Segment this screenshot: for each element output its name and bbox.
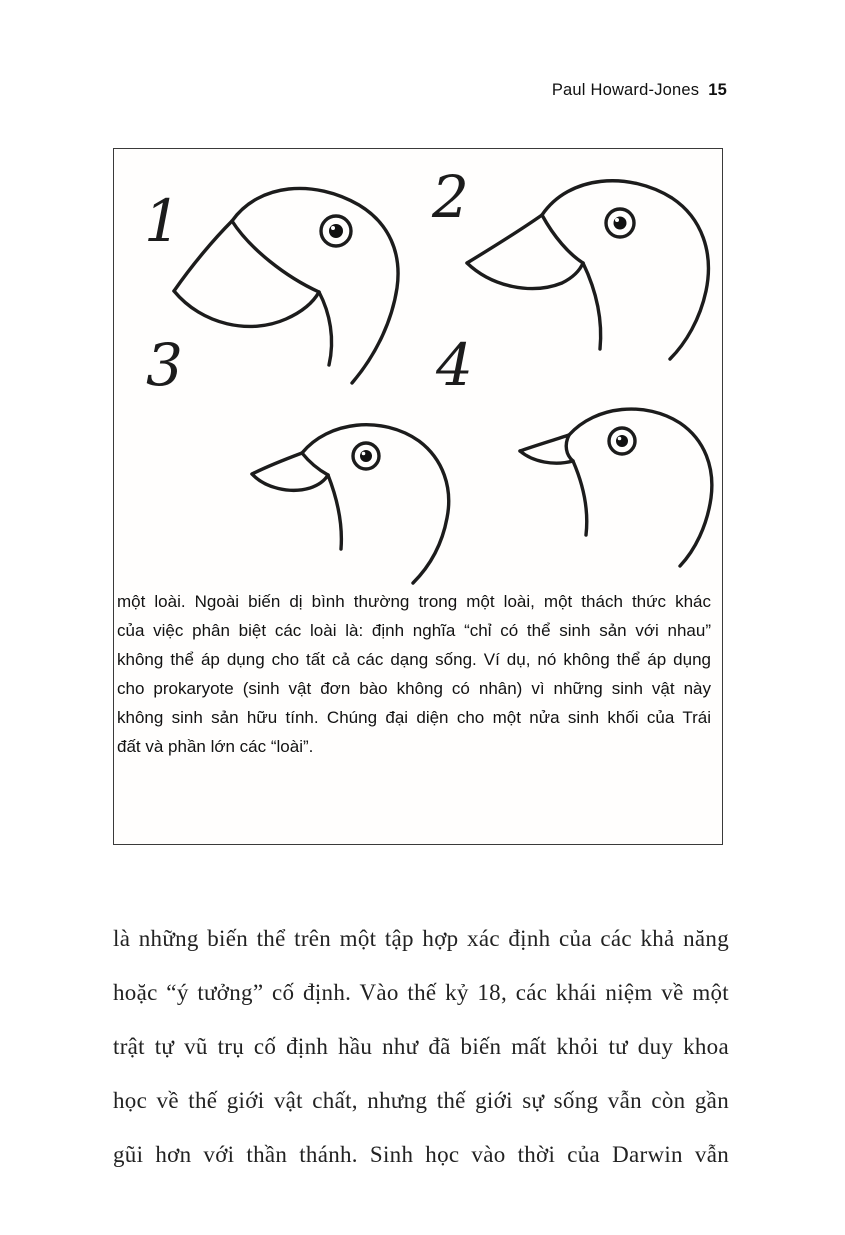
- body-paragraph: [113, 912, 729, 1182]
- figure-caption: [117, 587, 711, 761]
- body-line: gũi hơn với thần thánh. Sinh học vào thời của Darwin vẫn: [113, 1142, 729, 1167]
- bird-2-sketch: [431, 163, 708, 359]
- body-line: học về thế giới vật chất, nhưng thế giới sự sống vẫn còn gần: [113, 1088, 729, 1113]
- figure-number-1: 1: [144, 187, 181, 255]
- body-line: trật tự vũ trụ cố định hầu như đã biến mất khỏi tư duy khoa: [113, 1034, 729, 1059]
- figure-box: [113, 148, 723, 845]
- page-number: 15: [708, 81, 727, 99]
- caption-line: không thể áp dụng cho tất cả các dạng sống. Ví dụ, nó không thể áp dụng: [117, 650, 711, 669]
- caption-line: đất và phần lớn các “loài”.: [117, 737, 314, 756]
- bird-4-sketch: [435, 331, 712, 566]
- figure-number-3: 3: [146, 331, 183, 399]
- figure-number-2: 2: [432, 163, 469, 231]
- caption-line: cho prokaryote (sinh vật đơn bào không có nhân) vì những sinh vật này: [117, 679, 711, 698]
- running-header: [113, 81, 727, 100]
- header-author: Paul Howard-Jones: [551, 81, 700, 99]
- body-line: là những biến thể trên một tập hợp xác định của các khả năng: [113, 926, 729, 951]
- finch-heads-sketch: [114, 153, 722, 585]
- caption-line: không sinh sản hữu tính. Chúng đại diện cho một nửa sinh khối của Trái: [117, 708, 711, 727]
- figure-number-4: 4: [436, 331, 473, 399]
- bird-3-sketch: [146, 331, 449, 583]
- caption-line: của việc phân biệt các loài là: định nghĩa “chỉ có thể sinh sản với nhau”: [117, 621, 711, 640]
- body-line: hoặc “ý tưởng” cố định. Vào thế kỷ 18, các khái niệm về một: [113, 980, 729, 1005]
- caption-line: một loài. Ngoài biến dị bình thường trong một loài, một thách thức khác: [117, 592, 711, 611]
